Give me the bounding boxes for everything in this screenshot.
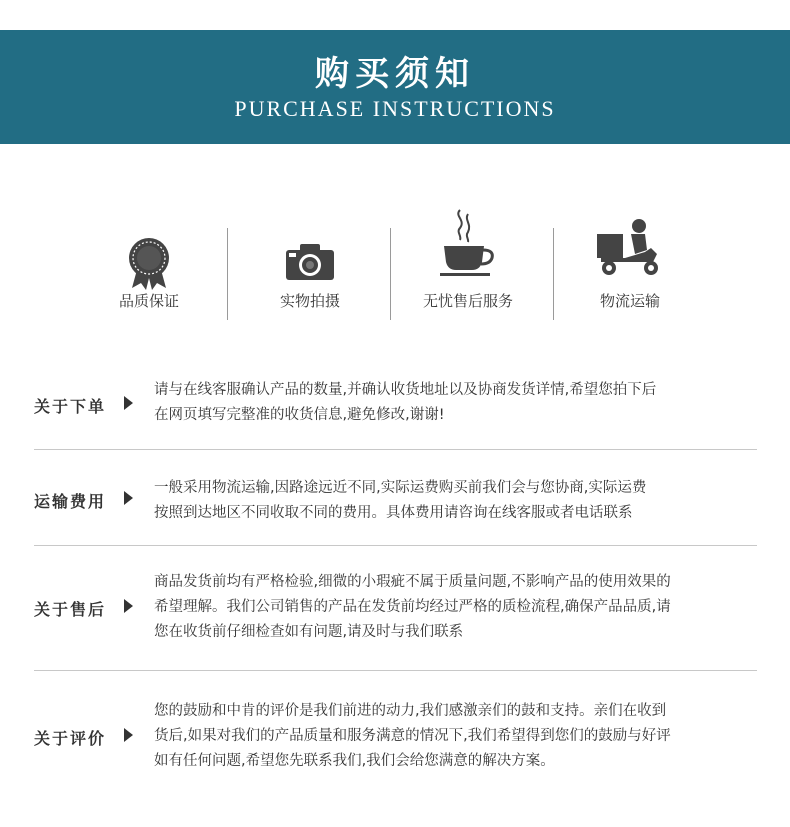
section-label: 关于下单 <box>34 397 107 416</box>
section-text <box>154 476 756 526</box>
award-badge-icon <box>124 236 174 292</box>
section-text <box>154 699 756 774</box>
text-line: 如有任何问题,希望您先联系我们,我们会给您满意的解决方案。 <box>154 753 555 769</box>
feature-label: 品质保证 <box>118 292 179 310</box>
feature-divider <box>390 228 391 320</box>
delivery-scooter-icon <box>595 218 665 282</box>
coffee-cup-icon <box>438 206 498 280</box>
section-divider <box>34 670 757 671</box>
section-reviews <box>34 692 757 782</box>
section-aftersales <box>34 565 757 655</box>
text-line: 商品发货前均有严格检验,细微的小瑕疵不属于质量问题,不影响产品的使用效果的 <box>154 574 671 590</box>
text-line: 请与在线客服确认产品的数量,并确认收货地址以及协商发货详情,希望您拍下后 <box>154 382 657 398</box>
arrow-right-icon <box>124 491 133 505</box>
section-divider <box>34 545 757 546</box>
text-line: 您在收货前仔细检查如有问题,请及时与我们联系 <box>154 624 464 640</box>
camera-icon <box>285 242 335 282</box>
feature-logistics <box>555 206 705 316</box>
feature-label: 无忧售后服务 <box>422 292 513 310</box>
text-line: 货后,如果对我们的产品质量和服务满意的情况下,我们希望得到您们的鼓励与好评 <box>154 728 671 744</box>
feature-label: 物流运输 <box>599 292 660 310</box>
feature-strip <box>0 206 790 316</box>
section-text <box>154 570 756 645</box>
banner-subtitle: PURCHASE INSTRUCTIONS <box>234 96 556 121</box>
feature-label: 实物拍摄 <box>279 292 340 310</box>
section-ordering <box>34 372 757 442</box>
text-line: 在网页填写完整准的收货信息,避免修改,谢谢! <box>154 407 445 423</box>
feature-aftersales <box>393 206 543 316</box>
banner-title: 购买须知 <box>315 54 475 94</box>
text-line: 一般采用物流运输,因路途远近不同,实际运费购买前我们会与您协商,实际运费 <box>154 480 647 496</box>
arrow-right-icon <box>124 396 133 410</box>
section-label: 关于评价 <box>34 729 107 748</box>
text-line: 按照到达地区不同收取不同的费用。具体费用请咨询在线客服或者电话联系 <box>154 505 633 521</box>
feature-photo <box>235 206 385 316</box>
section-text <box>154 378 756 428</box>
arrow-right-icon <box>124 599 133 613</box>
section-shipping <box>34 467 757 537</box>
arrow-right-icon <box>124 728 133 742</box>
header-banner <box>0 30 790 144</box>
feature-divider <box>553 228 554 320</box>
text-line: 您的鼓励和中肯的评价是我们前进的动力,我们感激亲们的鼓和支持。亲们在收到 <box>154 703 667 719</box>
section-divider <box>34 449 757 450</box>
text-line: 希望理解。我们公司销售的产品在发货前均经过严格的质检流程,确保产品品质,请 <box>154 599 671 615</box>
section-label: 运输费用 <box>34 492 107 511</box>
feature-quality <box>74 206 224 316</box>
feature-divider <box>227 228 228 320</box>
section-label: 关于售后 <box>34 600 107 619</box>
